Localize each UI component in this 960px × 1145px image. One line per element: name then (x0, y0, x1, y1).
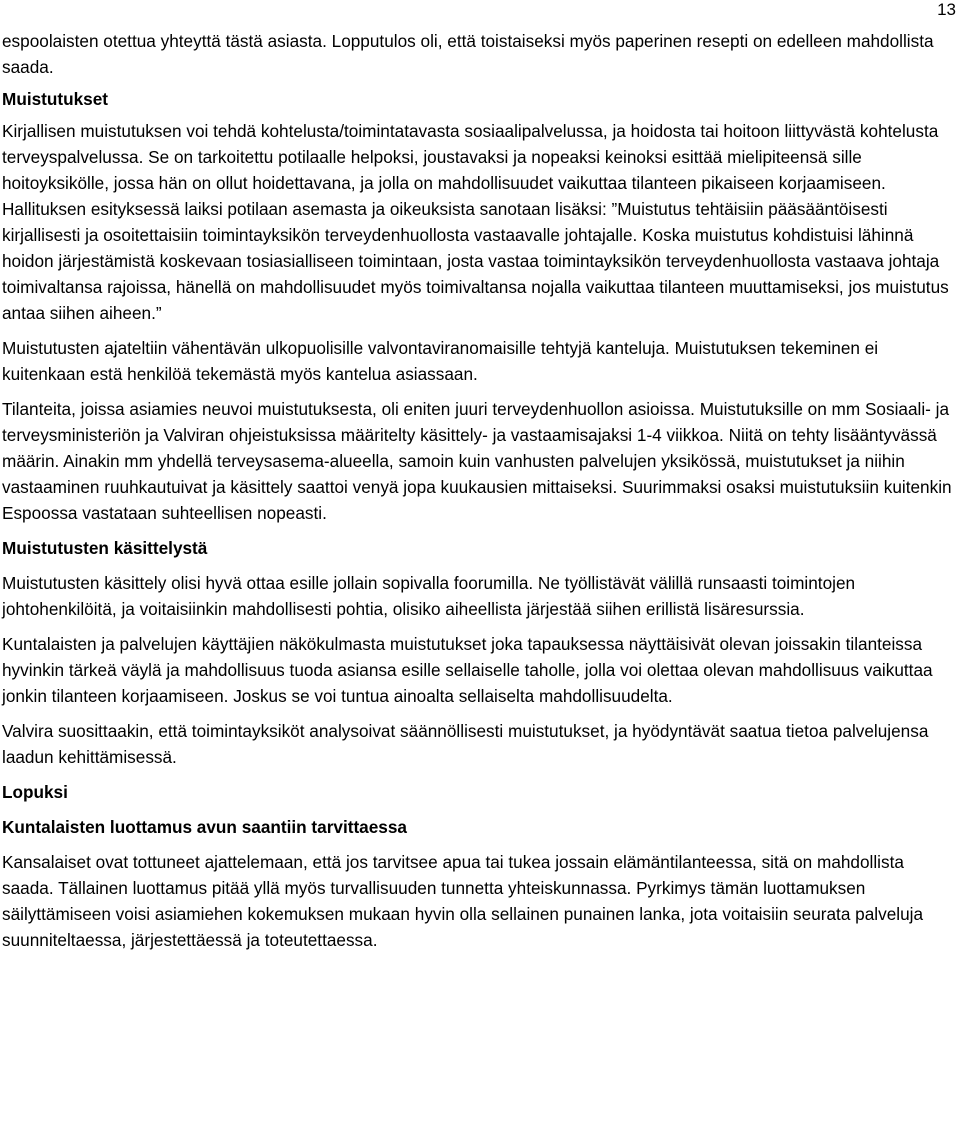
heading-lopuksi: Lopuksi (2, 782, 68, 802)
heading-kasittelysta: Muistutusten käsittelystä (2, 538, 208, 558)
paragraph-kasittely: Muistutusten käsittely olisi hyvä ottaa esille jollain sopivalla foorumilla. Ne työllistävät välillä runsaasti toimintojen johtohenkilöitä, ja voitaisiinkin mahdollisesti pohtia, olisiko aiheellista järjestää siihen erillistä lisäresurssia. (2, 573, 856, 619)
heading-muistutukset: Muistutukset (2, 89, 108, 109)
document-body (2, 28, 956, 959)
paragraph-muistutukset: Kirjallisen muistutuksen voi tehdä kohtelusta/toimintatavasta sosiaalipalvelussa, ja hoidosta tai hoitoon liittyvästä kohtelusta terveyspalvelussa. Se on tarkoitettu potilaalle helpoksi, joustavaksi ja nopeaksi keinoksi esittää mielipiteensä sille hoitoyksikölle, jossa hän on ollut hoidettavana, ja jolla on mahdollisuudet vaikuttaa tilanteen pikaiseen korjaamiseen. Hallituksen esityksessä laiksi potilaan asemasta ja oikeuksista sanotaan lisäksi: ”Muistutus tehtäisiin pääsääntöisesti kirjallisesti ja osoitettaisiin toimintayksikön terveydenhuollosta vastaavalle johtajalle. Koska muistutus kohdistuisi lähinnä hoidon järjestämistä koskevaan tosiasialliseen toimintaan, josta vastaa toimintayksikön terveydenhuollosta vastaava johtaja toimivaltansa rajoissa, hänellä on mahdollisuudet myös toimivaltansa nojalla vaikuttaa tilanteen muuttamiseksi, jos muistutus antaa siihen aiheen.” (2, 121, 949, 323)
paragraph-kantelut: Muistutusten ajateltiin vähentävän ulkopuolisille valvontaviranomaisille tehtyjä kanteluja. Muistutuksen tekeminen ei kuitenkaan estä henkilöä tekemästä myös kantelua asiassaan. (2, 338, 879, 384)
heading-luottamus: Kuntalaisten luottamus avun saantiin tarvittaessa (2, 817, 407, 837)
paragraph-valvira: Valvira suosittaakin, että toimintayksiköt analysoivat säännöllisesti muistutukset, ja hyödyntävät saatua tietoa palvelujensa laadun kehittämisessä. (2, 721, 929, 767)
paragraph-tilanteet: Tilanteita, joissa asiamies neuvoi muistutuksesta, oli eniten juuri terveydenhuollon asioissa. Muistutuksille on mm Sosiaali- ja terveysministeriön ja Valviran ohjeistuksissa määritelty käsittely- ja vastaamisajaksi 1-4 viikkoa. Niitä on tehty lisääntyvässä määrin. Ainakin mm yhdellä terveysasema-alueella, samoin kuin vanhusten palvelujen yksikössä, muistutukset ja niihin vastaaminen ruuhkautuivat ja käsittely saattoi venyä jopa kuukausien mittaiseksi. Suurimmaksi osaksi muistutuksiin kuitenkin Espoossa vastataan suhteellisen nopeasti. (2, 399, 952, 523)
paragraph-intro: espoolaisten otettua yhteyttä tästä asiasta. Lopputulos oli, että toistaiseksi myös paperinen resepti on edelleen mahdollista saada. (2, 31, 934, 77)
paragraph-nakokulma: Kuntalaisten ja palvelujen käyttäjien näkökulmasta muistutukset joka tapauksessa näyttäisivät olevan joissakin tilanteissa hyvinkin tärkeä väylä ja mahdollisuus tuoda asiansa esille sellaiselle taholle, jolla voi olettaa olevan mahdollisuus vaikuttaa jonkin tilanteen korjaamiseen. Joskus se voi tuntua ainoalta sellaiselta mahdollisuudelta. (2, 634, 933, 706)
paragraph-luottamus: Kansalaiset ovat tottuneet ajattelemaan, että jos tarvitsee apua tai tukea jossain elämäntilanteessa, sitä on mahdollista saada. Tällainen luottamus pitää yllä myös turvallisuuden tunnetta yhteiskunnassa. Pyrkimys tämän luottamuksen säilyttämiseen voisi asiamiehen kokemuksen mukaan hyvin olla sellainen punainen lanka, jota voitaisiin seurata palveluja suunniteltaessa, järjestettäessä ja toteutettaessa. (2, 852, 924, 950)
page-number: 13 (937, 0, 956, 19)
